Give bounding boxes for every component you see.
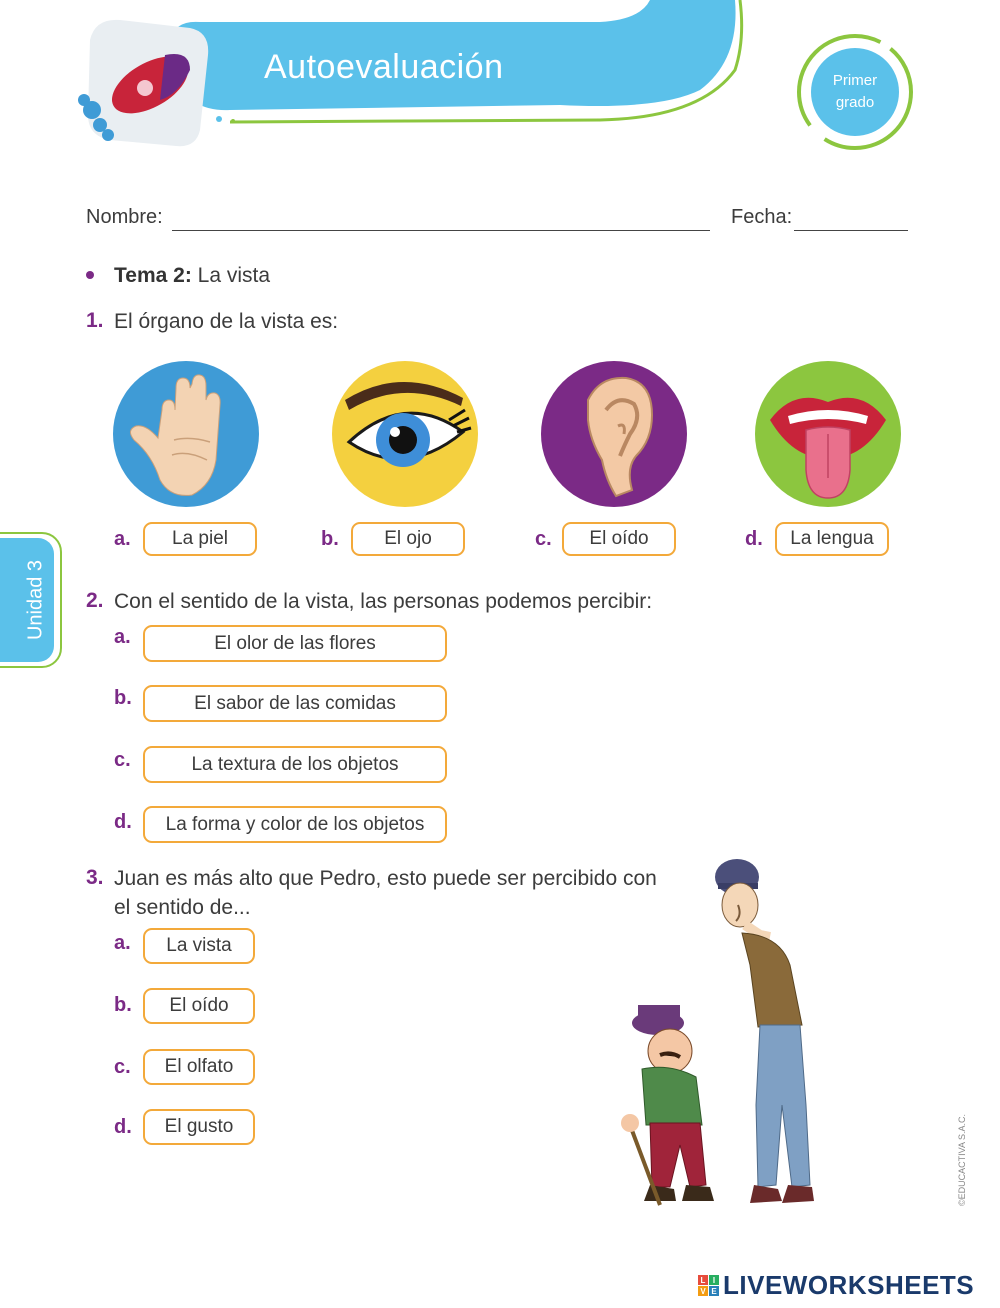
topic-value: La vista [197, 264, 271, 287]
topic-bullet [86, 271, 94, 279]
q2-option-d-letter: d. [114, 811, 132, 833]
hand-icon [112, 360, 260, 508]
topic-line [114, 264, 270, 288]
q3-option-c-letter: c. [114, 1056, 131, 1078]
grade-line-2: grado [835, 94, 875, 111]
logo-letter-l: L [698, 1275, 708, 1285]
topic-label: Tema 2: [114, 264, 192, 287]
liveworksheets-logo[interactable] [698, 1270, 974, 1301]
q1-option-c-letter: c. [535, 528, 552, 550]
tongue-icon [754, 360, 902, 508]
question-2-number: 2. [86, 589, 104, 612]
liveworksheets-brand: LIVEWORKSHEETS [723, 1270, 975, 1300]
page-title: Autoevaluación [264, 48, 504, 86]
q3-option-a-letter: a. [114, 932, 131, 954]
question-3-number: 3. [86, 866, 104, 889]
logo-letter-v: V [698, 1286, 708, 1296]
q1-option-b[interactable]: El ojo [351, 522, 465, 556]
name-label: Nombre: [86, 206, 163, 228]
logo-letter-e: E [709, 1286, 719, 1296]
q1-option-d[interactable]: La lengua [775, 522, 889, 556]
q1-option-c[interactable]: El oído [562, 522, 676, 556]
q1-option-b-letter: b. [321, 528, 339, 550]
date-label: Fecha: [731, 206, 793, 228]
logo-letter-i: I [709, 1275, 719, 1285]
q2-option-c[interactable]: La textura de los objetos [143, 746, 447, 783]
grade-badge [811, 48, 899, 136]
question-3-text-line-2: el sentido de... [114, 896, 251, 919]
ear-icon [540, 360, 688, 508]
q2-option-b[interactable]: El sabor de las comidas [143, 685, 447, 722]
grade-line-1: Primer [832, 72, 878, 89]
question-3-text-line-1: Juan es más alto que Pedro, esto puede ser percibido con [114, 867, 657, 890]
liveworksheets-logo-grid [698, 1275, 719, 1296]
question-2-text: Con el sentido de la vista, las personas podemos percibir: [114, 590, 653, 613]
eye-icon [331, 360, 479, 508]
side-tab-label: Unidad 3 [24, 559, 47, 641]
q3-option-d-letter: d. [114, 1116, 132, 1138]
tall-and-short-men-illustration [610, 855, 830, 1225]
q1-option-d-letter: d. [745, 528, 763, 550]
q2-option-d[interactable]: La forma y color de los objetos [143, 806, 447, 843]
q2-option-b-letter: b. [114, 687, 132, 709]
q3-option-d[interactable]: El gusto [143, 1109, 255, 1145]
question-1-text: El órgano de la vista es: [114, 310, 339, 333]
q3-option-b-letter: b. [114, 994, 132, 1016]
q1-option-a-letter: a. [114, 528, 131, 550]
q2-option-c-letter: c. [114, 749, 131, 771]
question-1-number: 1. [86, 309, 104, 332]
q2-option-a[interactable]: El olor de las flores [143, 625, 447, 662]
q1-option-a[interactable]: La piel [143, 522, 257, 556]
date-field[interactable] [794, 230, 908, 231]
rocket-icon [78, 20, 208, 146]
name-field[interactable] [172, 230, 710, 231]
q2-option-a-letter: a. [114, 626, 131, 648]
q3-option-b[interactable]: El oído [143, 988, 255, 1024]
q3-option-a[interactable]: La vista [143, 928, 255, 964]
q3-option-c[interactable]: El olfato [143, 1049, 255, 1085]
copyright-text: ©EDUCACTIVA S.A.C. [957, 1114, 967, 1206]
